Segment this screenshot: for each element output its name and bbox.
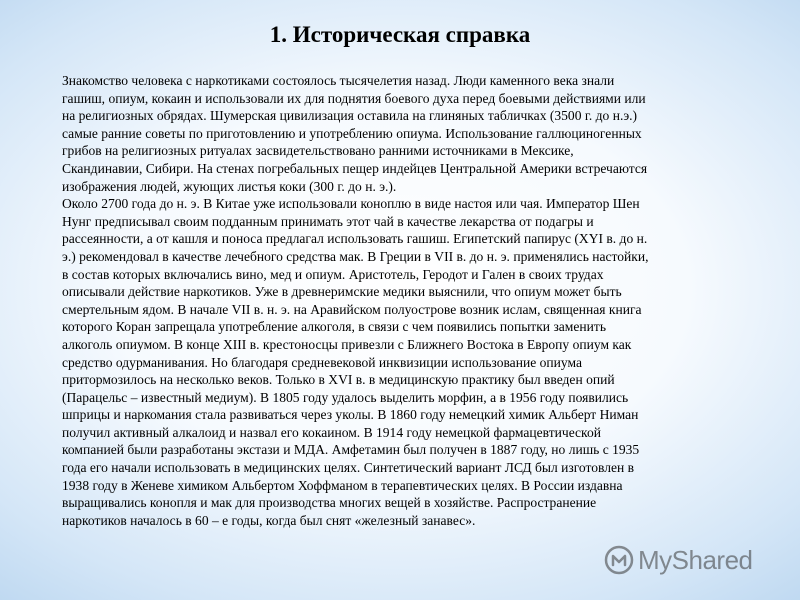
body-line: Знакомство человека с наркотиками состоялось тысячелетия назад. Люди каменного века знали [62,73,615,88]
body-line: Нунг предписывал своим подданным принимать этот чай в качестве лекарства от подагры и [62,213,594,229]
body-line: описывали действие наркотиков. Уже в древнеримские медики выяснили, что опиум может быть [62,284,622,300]
body-line: компанией были разработаны экстази и МДА. Амфетамин был получен в 1887 году, но лишь с 1935 [62,442,640,458]
body-line: наркотиков началось в 60 – е годы, когда был снят «железный занавес». [62,512,476,528]
body-line: алкоголь опиумом. В конце XIII в. крестоносцы привезли с Ближнего Востока в Европу опиум как [62,336,632,352]
body-line: в состав которых включались вино, мед и опиум. Аристотель, Геродот и Гален в своих трудах [62,266,604,282]
body-line: гашиш, опиум, кокаин и использовали их для поднятия боевого духа перед боевыми действиями или [62,90,646,106]
body-line: э.) рекомендовал в качестве лечебного средства мак. В Греции в VII в. до н. э. применялись настойки, [62,248,649,264]
body-line: Скандинавии, Сибири. На стенах погребальных пещер индейцев Центральной Америки встречаются [62,160,648,176]
body-line: получил активный алкалоид и назвал его кокаином. В 1914 году немецкой фармацевтической [62,424,601,440]
body-line: 1938 году в Женеве химиком Альбертом Хоффманом в терапевтических целях. В России издавна [62,477,623,493]
body-line: смертельным ядом. В начале VII в. н. э. на Аравийском полуострове возник ислам, священная книга [62,301,642,317]
body-line: средство одурманивания. Но благодаря средневековой инквизиции использование опиума [62,354,582,370]
myshared-watermark [604,540,774,580]
body-line: самые ранние советы по приготовлению и употреблению опиума. Использование галлюциногенных [62,125,642,141]
body-line: выращивались конопля и мак для производства многих вещей в хозяйстве. Распространение [62,495,597,511]
body-line: притормозилось на несколько веков. Только в XVI в. в медицинскую практику был введен опий [62,372,615,388]
body-line: грибов на религиозных ритуалах засвидетельствовано ранними источниками в Мексике, [62,143,574,159]
body-line: изображения людей, жующих листья коки (300 г. до н. э.). [62,178,397,194]
body-line: (Парацельс – известный медиум). В 1805 году удалось выделить морфин, а в 1956 году появились [62,389,629,405]
body-line: года его начали использовать в медицинских целях. Синтетический вариант ЛСД был изготовлен в [62,460,635,476]
body-line: шприцы и наркомания стала развиваться через уколы. В 1860 году немецкий химик Альберт Ниман [62,407,639,423]
slide-body-text [62,72,744,529]
myshared-logo-icon [604,545,634,575]
body-line: на религиозных обрядах. Шумерская цивилизация оставила на глиняных табличках (3500 г. до н.э.) [62,108,638,124]
body-line: которого Коран запрещала употребление алкоголя, в связи с чем появились попытки заменить [62,319,606,335]
body-line: Около 2700 года до н. э. В Китае уже использовали коноплю в виде настоя или чая. Император Шен [62,196,640,212]
watermark-text: MyShared [638,544,753,575]
body-line: рассеянности, а от кашля и поноса предлагал использовать гашиш. Египетский папирус (XYI в. до н. [62,231,648,247]
slide-title: 1. Историческая справка [269,22,531,47]
